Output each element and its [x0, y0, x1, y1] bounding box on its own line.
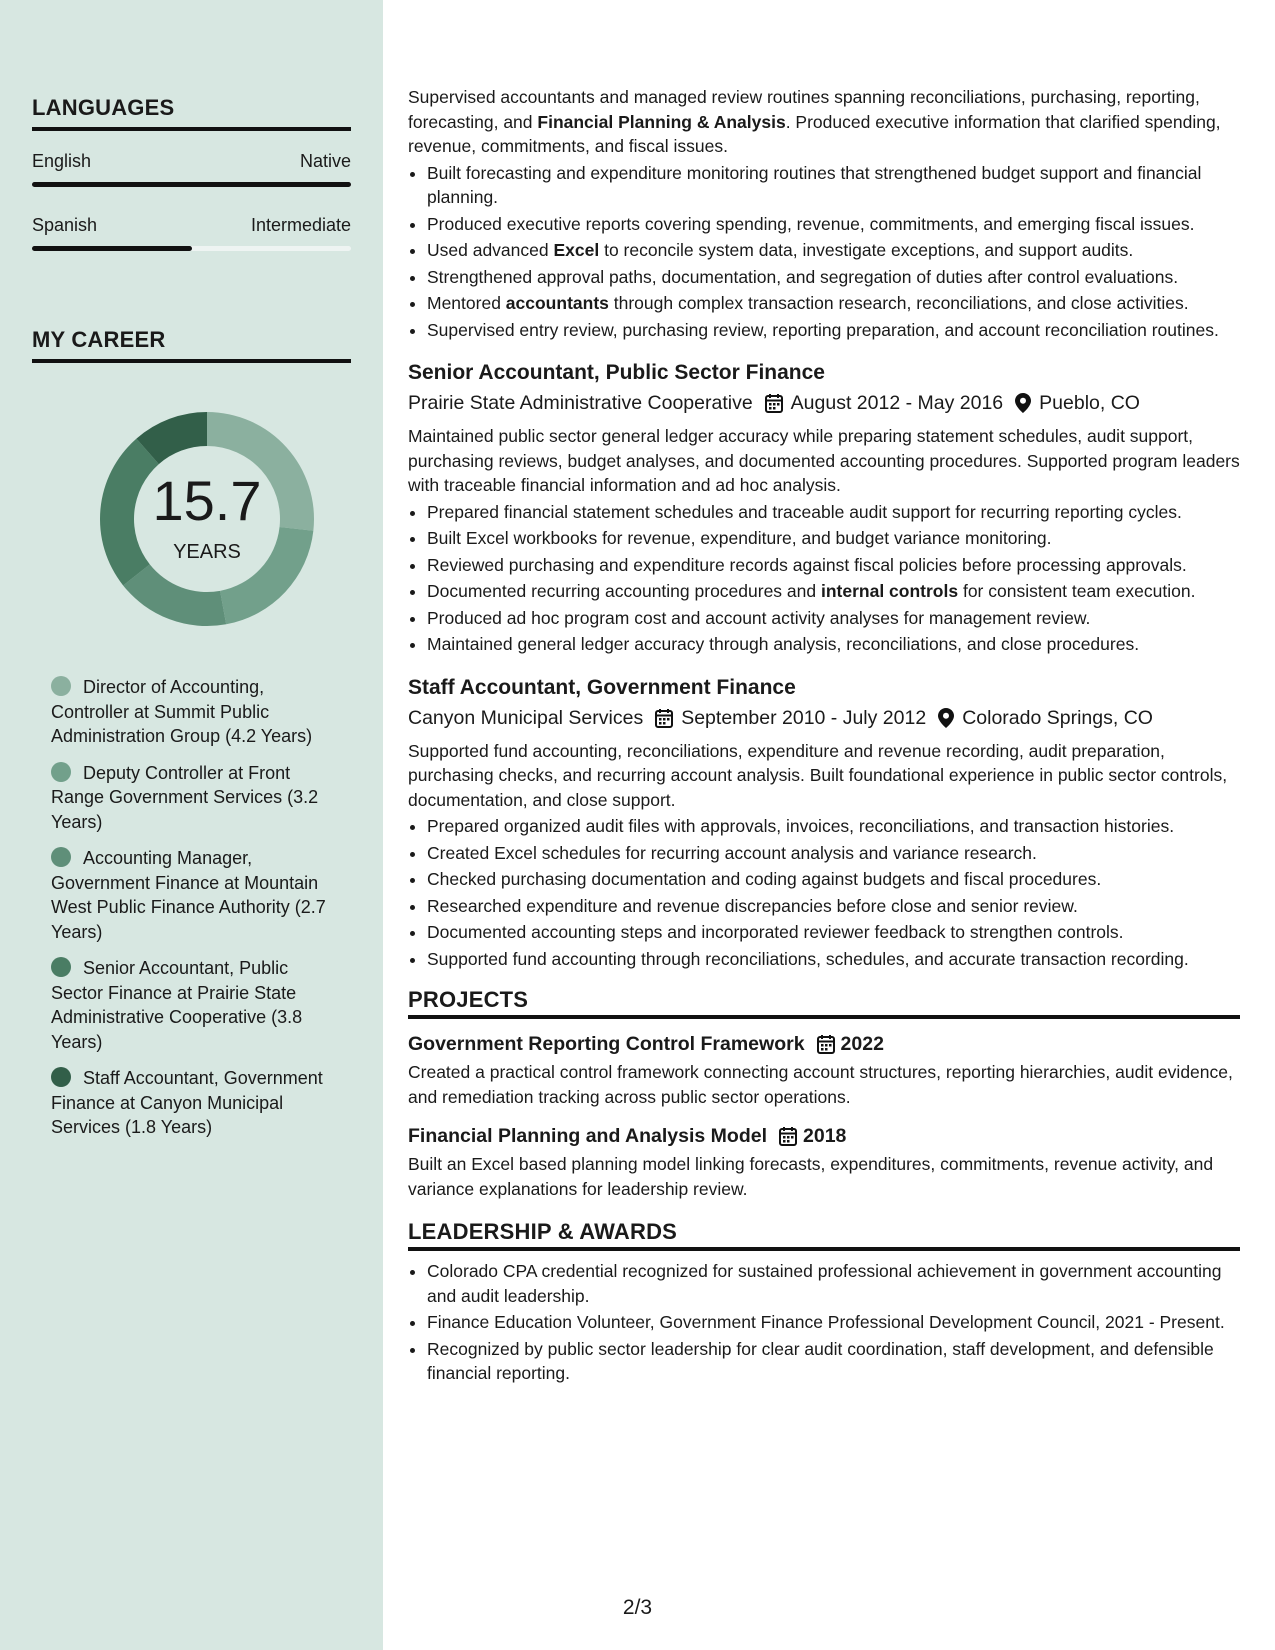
career-heading: MY CAREER: [32, 327, 351, 363]
career-list-item: [51, 675, 341, 749]
bullet-text: Used advanced: [427, 240, 554, 260]
language-item: [32, 151, 351, 187]
calendar-icon: [817, 1034, 835, 1054]
bullet-item: • Prepared organized audit files with approvals, invoices, reconciliations, and transaction histories.: [427, 814, 1240, 839]
language-proficiency-fill: [32, 246, 192, 251]
career-list-item: [51, 846, 341, 944]
leadership-bullets: [408, 1259, 1240, 1386]
bullet-item: • Built Excel workbooks for revenue, expenditure, and budget variance monitoring.: [427, 526, 1240, 551]
career-total-years: 15.7: [152, 469, 262, 532]
job-summary: [408, 85, 1240, 159]
project-title-row: [408, 1123, 1240, 1149]
summary-text: . Produced executive information that clarified spending, revenue, commitments, and fiscal issues.: [408, 111, 1221, 156]
project-title-row: [408, 1031, 1240, 1057]
summary-text: Supervised accountants and managed review routines spanning reconciliations, purchasing, reporting, forecasting, and: [408, 87, 1200, 132]
calendar-icon: [655, 708, 673, 728]
career-list-item: [51, 956, 341, 1054]
career-color-dot: [51, 676, 71, 696]
career-item-text: Accounting Manager, Government Finance at Mountain West Public Finance Authority (2.7 Years): [51, 848, 326, 942]
language-name: Spanish: [32, 215, 98, 235]
projects-heading: PROJECTS: [408, 987, 1240, 1019]
career-list: [51, 675, 341, 1140]
bullet-item: • Created Excel schedules for recurring account analysis and variance research.: [427, 841, 1240, 866]
bullet-item: • Strengthened approval paths, documentation, and segregation of duties after control evaluations.: [427, 265, 1240, 290]
project-description: Built an Excel based planning model linking forecasts, expenditures, commitments, revenue activity, and variance explanations for leadership review.: [408, 1154, 1214, 1199]
bullet-keyword: internal controls: [820, 581, 959, 601]
job-location: Pueblo, CO: [1039, 392, 1140, 414]
summary-keyword: Financial Planning & Analysis: [537, 111, 786, 132]
job-bullets: [408, 814, 1240, 971]
bullet-item: • Recognized by public sector leadership for clear audit coordination, staff development, and defensible financial reporting.: [427, 1337, 1240, 1386]
job-summary: Supported fund accounting, reconciliations, expenditure and revenue recording, audit preparation, purchasing checks, and recurring account analysis. Built foundational experience in public sector controls, documentation, and close support.: [408, 740, 1228, 810]
project-description: Created a practical control framework connecting account structures, reporting hierarchies, audit evidence, and remediation tracking across public sector operations.: [408, 1062, 1233, 1107]
project-year: 2018: [803, 1125, 847, 1147]
leadership-heading: LEADERSHIP & AWARDS: [408, 1219, 1240, 1251]
bullet-item: • Researched expenditure and revenue discrepancies before close and senior review.: [427, 894, 1240, 919]
page-number: 2/3: [622, 1596, 653, 1619]
calendar-icon: [779, 1126, 797, 1146]
bullet-item: • Reviewed purchasing and expenditure records against fiscal policies before processing approvals.: [427, 553, 1240, 578]
language-proficiency-bar: [32, 182, 351, 187]
map-pin-icon: [1015, 393, 1031, 413]
job-summary: Maintained public sector general ledger accuracy while preparing statement schedules, audit support, purchasing reviews, budget analyses, and documented accounting procedures. Supported program leaders with traceable financial information and ad hoc analysis.: [408, 426, 1240, 495]
language-item: [32, 215, 351, 251]
language-level: Native: [299, 151, 351, 171]
bullet-item: [427, 291, 1240, 316]
languages-heading: LANGUAGES: [32, 95, 351, 131]
project-year: 2022: [840, 1033, 884, 1055]
career-donut-chart: [87, 399, 327, 639]
career-item-text: Director of Accounting, Controller at Summit Public Administration Group (4.2 Years): [51, 677, 313, 746]
career-list-item: [51, 761, 341, 835]
bullet-keyword: accountants: [505, 293, 609, 313]
career-color-dot: [51, 847, 71, 867]
bullet-keyword: Excel: [553, 240, 600, 260]
bullet-text: Documented recurring accounting procedures and: [427, 581, 821, 601]
job-dates: September 2010 - July 2012: [681, 706, 927, 729]
bullet-text: to reconcile system data, investigate exceptions, and support audits.: [599, 240, 1134, 260]
job-meta: [408, 705, 1240, 731]
bullet-item: • Checked purchasing documentation and coding against budgets and fiscal procedures.: [427, 867, 1240, 892]
career-donut-center: [87, 399, 327, 639]
job-company: Prairie State Administrative Cooperative: [408, 392, 753, 414]
calendar-icon: [765, 393, 783, 413]
job-dates: August 2012 - May 2016: [790, 392, 1004, 414]
job-bullets: [408, 500, 1240, 657]
main-content: [408, 0, 1240, 1650]
project-title: Government Reporting Control Framework: [408, 1033, 805, 1055]
job-company: Canyon Municipal Services: [408, 706, 644, 729]
bullet-item: • Produced executive reports covering spending, revenue, commitments, and emerging fiscal issues.: [427, 212, 1240, 237]
bullet-text: Mentored: [427, 293, 506, 313]
bullet-text: through complex transaction research, reconciliations, and close activities.: [608, 293, 1189, 313]
language-proficiency-bar: [32, 246, 351, 251]
project-title: Financial Planning and Analysis Model: [408, 1125, 768, 1147]
career-color-dot: [51, 762, 71, 782]
bullet-item: • Colorado CPA credential recognized for sustained professional achievement in government accounting and audit leadership.: [427, 1259, 1240, 1308]
career-color-dot: [51, 1067, 71, 1087]
career-total-unit: YEARS: [173, 541, 241, 563]
bullet-item: [427, 579, 1240, 604]
bullet-item: • Produced ad hoc program cost and account activity analyses for management review.: [427, 606, 1240, 631]
bullet-item: [427, 238, 1240, 263]
bullet-text: for consistent team execution.: [958, 581, 1196, 601]
bullet-item: • Supported fund accounting through reconciliations, schedules, and accurate transaction recording.: [427, 947, 1240, 972]
language-name: English: [32, 151, 92, 171]
job-meta: [408, 390, 1240, 416]
bullet-item: • Prepared financial statement schedules and traceable audit support for recurring reporting cycles.: [427, 500, 1240, 525]
sidebar: [0, 0, 383, 1650]
bullet-item: • Supervised entry review, purchasing review, reporting preparation, and account reconciliation routines.: [427, 318, 1240, 343]
job-title: Senior Accountant, Public Sector Finance: [408, 361, 825, 384]
job-location: Colorado Springs, CO: [962, 706, 1153, 729]
career-color-dot: [51, 957, 71, 977]
job-bullets: [408, 161, 1240, 343]
bullet-item: • Built forecasting and expenditure monitoring routines that strengthened budget support and financial planning.: [427, 161, 1240, 210]
career-item-text: Staff Accountant, Government Finance at Canyon Municipal Services (1.8 Years): [51, 1068, 323, 1137]
bullet-item: • Finance Education Volunteer, Government Finance Professional Development Council, 2021 - Present.: [427, 1310, 1240, 1335]
job-title: Staff Accountant, Government Finance: [408, 675, 796, 699]
map-pin-icon: [938, 708, 954, 728]
bullet-item: • Documented accounting steps and incorporated reviewer feedback to strengthen controls.: [427, 920, 1240, 945]
career-list-item: [51, 1066, 341, 1140]
career-item-text: Deputy Controller at Front Range Government Services (3.2 Years): [51, 762, 319, 832]
language-proficiency-fill: [32, 182, 351, 187]
language-level: Intermediate: [250, 215, 351, 235]
bullet-item: • Maintained general ledger accuracy through analysis, reconciliations, and close procedures.: [427, 632, 1240, 657]
career-item-text: Senior Accountant, Public Sector Finance at Prairie State Administrative Cooperative (3.8 Years): [51, 958, 303, 1052]
